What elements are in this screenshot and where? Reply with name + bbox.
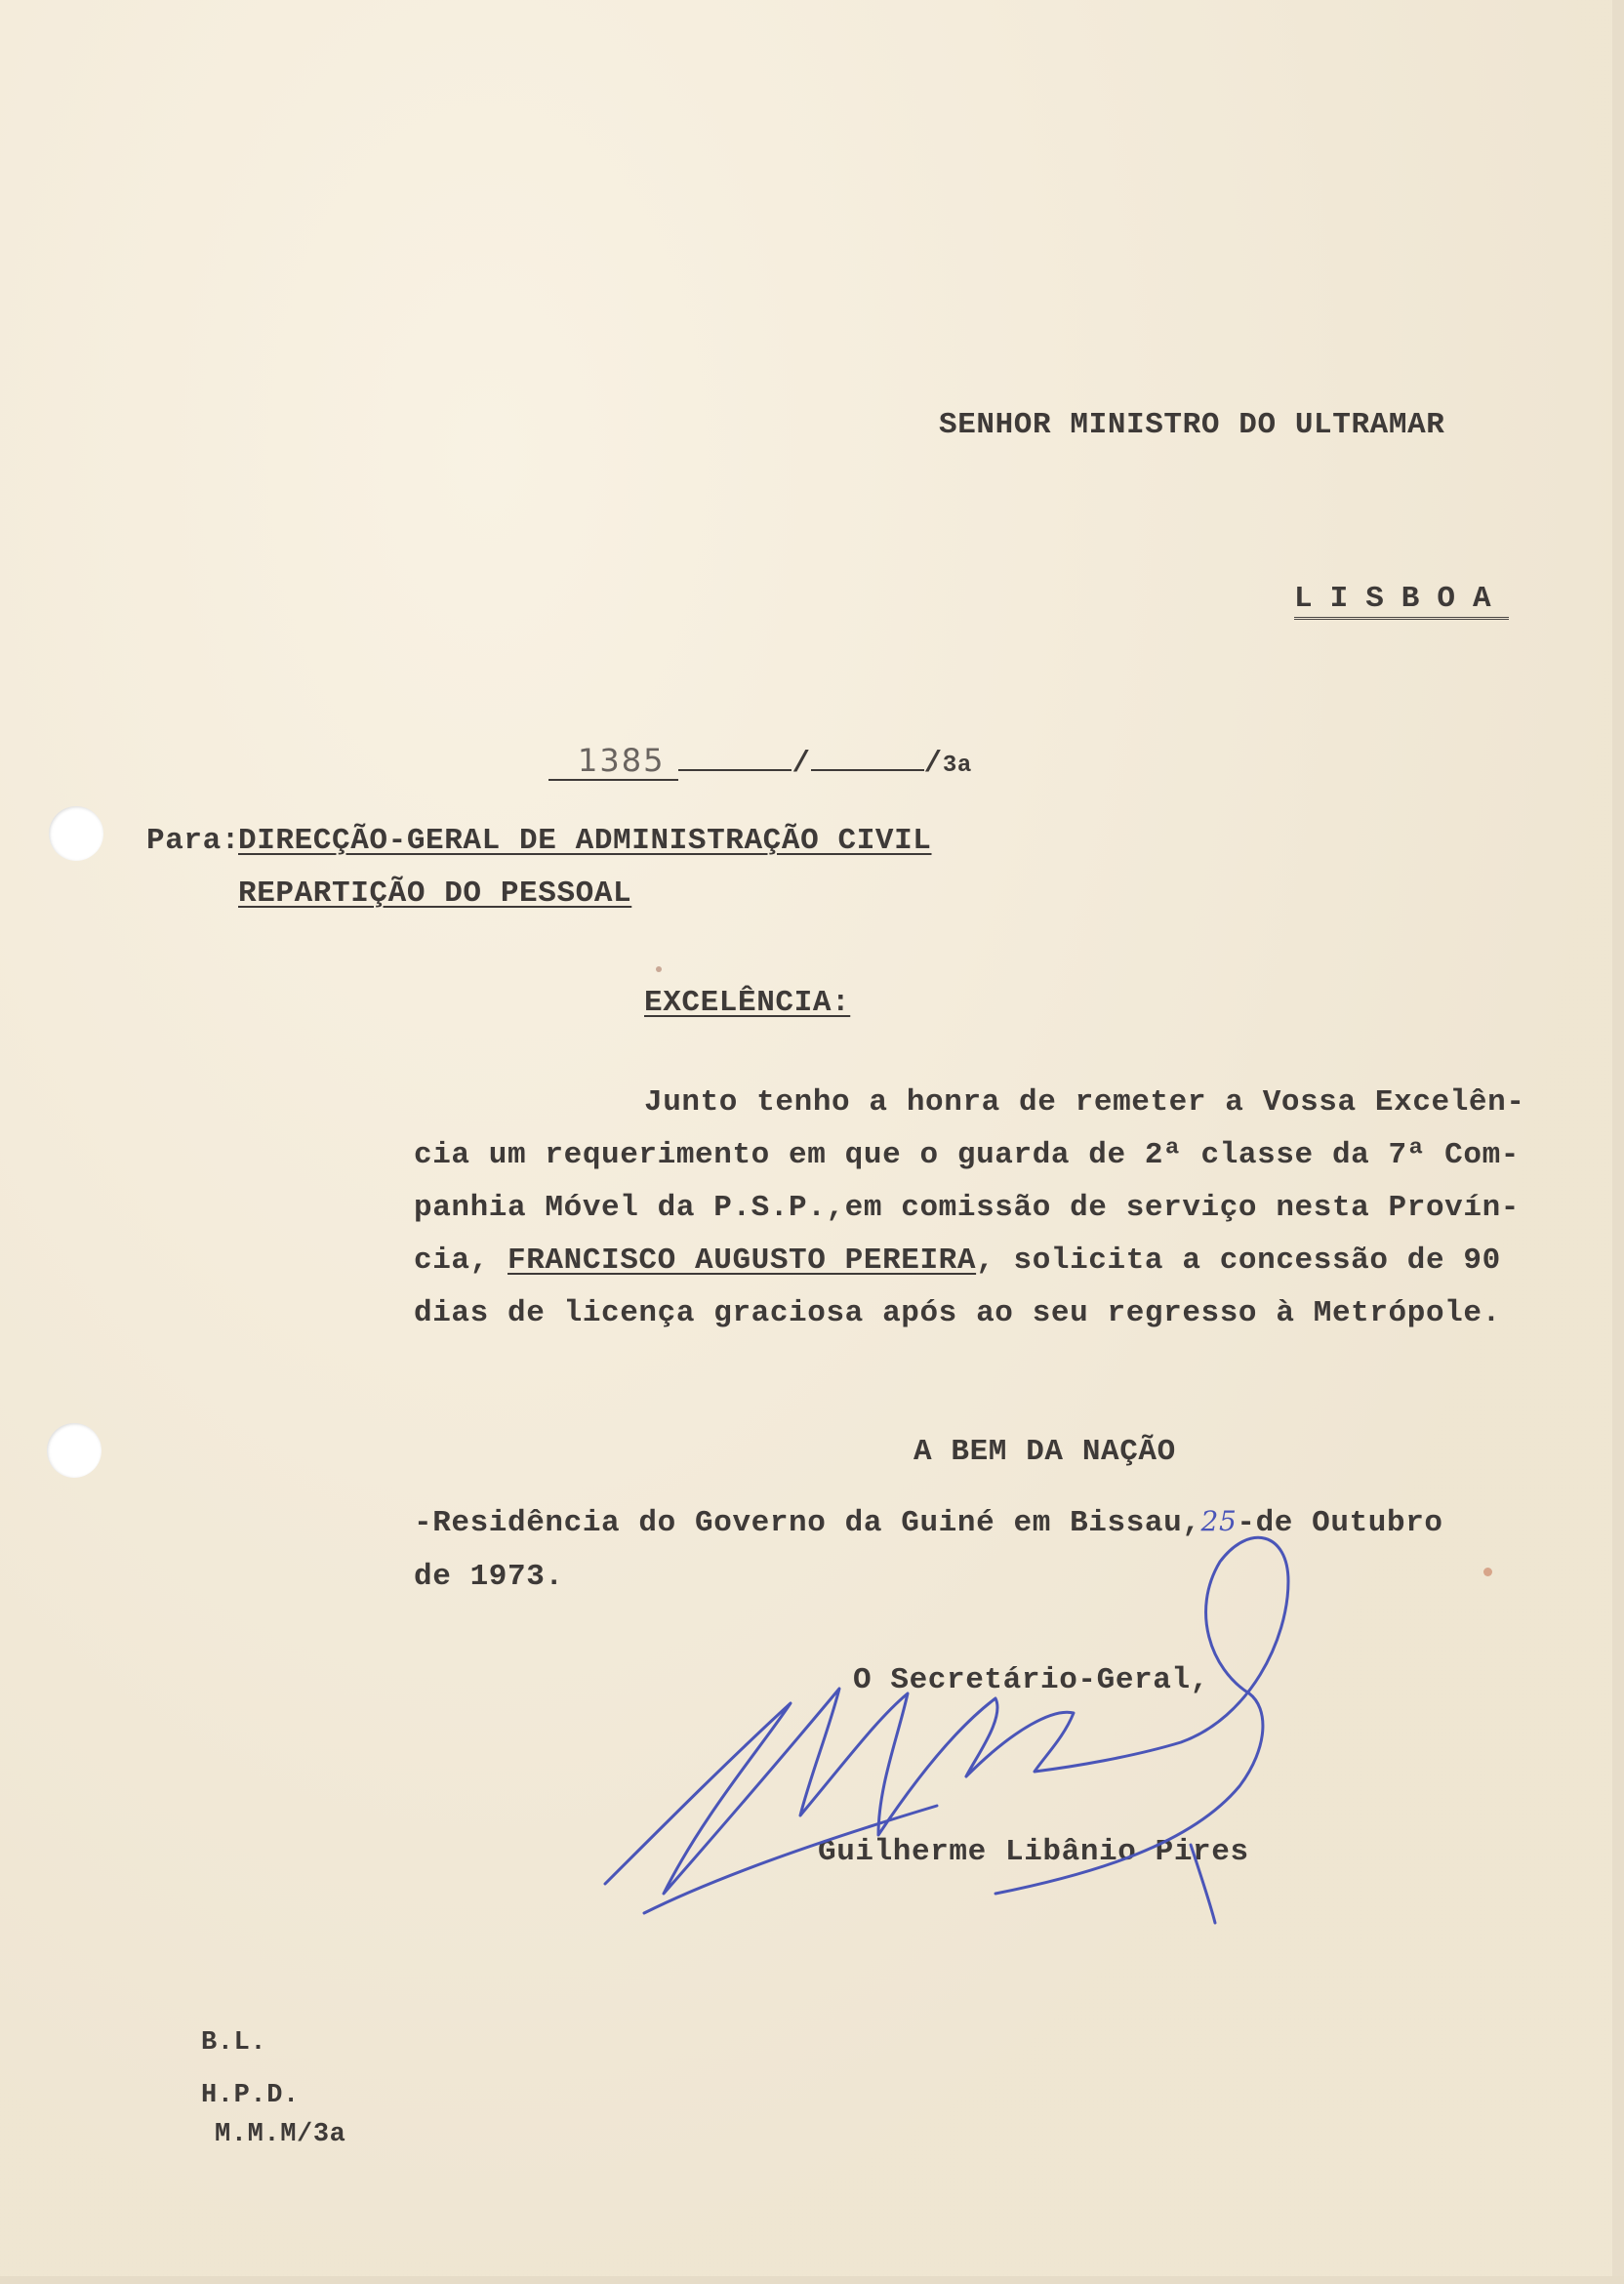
stain-mark [1483, 1568, 1492, 1576]
body-line: Junto tenho a honra de remeter a Vossa Excelên- [644, 1085, 1525, 1120]
recipient-line1: DIRECÇÃO-GERAL DE ADMINISTRAÇÃO CIVIL [238, 824, 932, 858]
signatory-role: O Secretário-Geral, [853, 1663, 1209, 1697]
initials-line: B.L. [201, 2028, 267, 2058]
handwritten-day: 25 [1200, 1505, 1238, 1537]
addressee-city: LISBOA [1294, 582, 1509, 620]
reference-number: 1385 [548, 742, 678, 781]
place-date-line: -Residência do Governo da Guiné em Bissau,25-de Outubro [414, 1505, 1443, 1540]
recipient-line2: REPARTIÇÃO DO PESSOAL [238, 877, 632, 911]
initials-line: H.P.D. [201, 2081, 300, 2110]
body-line: panhia Móvel da P.S.P.,em comissão de serviço nesta Provín- [414, 1191, 1520, 1225]
signatory-name: Guilherme Libânio Pires [818, 1835, 1249, 1869]
handwritten-signature [586, 1523, 1327, 1933]
reference-separator: / [792, 747, 811, 781]
closing-formula: A BEM DA NAÇÃO [914, 1435, 1176, 1469]
place-date-year: de 1973. [414, 1560, 564, 1594]
reference-separator: / [923, 747, 943, 781]
recipient-label: Para: [146, 824, 241, 858]
signature-underline [644, 1806, 937, 1913]
signature-stroke [605, 1689, 997, 1894]
punch-hole-lower [47, 1423, 102, 1478]
page-edge-bottom [0, 2276, 1624, 2284]
reference-line [548, 742, 972, 781]
addressee-title: SENHOR MINISTRO DO ULTRAMAR [939, 408, 1445, 442]
signature-loop [966, 1537, 1288, 1894]
body-line: cia, FRANCISCO AUGUSTO PEREIRA, solicita a concessão de 90 [414, 1244, 1501, 1278]
signature-tail [1191, 1845, 1215, 1923]
person-name: FRANCISCO AUGUSTO PEREIRA [508, 1244, 977, 1278]
stain-mark [656, 966, 662, 972]
page-edge [1612, 0, 1624, 2284]
reference-series: 3a [942, 753, 972, 779]
salutation: EXCELÊNCIA: [644, 986, 851, 1020]
body-line: cia um requerimento em que o guarda de 2ª classe da 7ª Com- [414, 1138, 1520, 1172]
body-line: dias de licença graciosa após ao seu regresso à Metrópole. [414, 1296, 1501, 1330]
punch-hole-upper [49, 806, 103, 861]
initials-line: M.M.M/3a [215, 2120, 346, 2149]
